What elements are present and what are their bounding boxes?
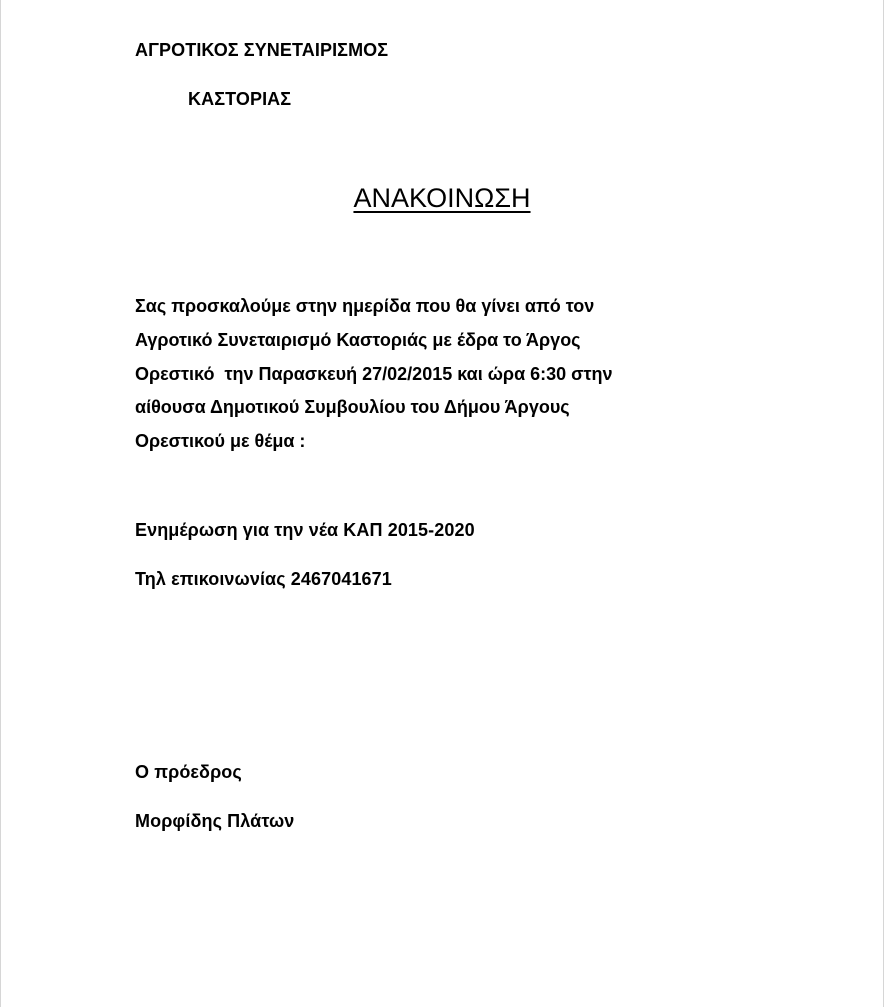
paragraph-line: Σας προσκαλούμε στην ημερίδα που θα γίνει από τον xyxy=(135,296,595,316)
paragraph-line: Ορεστικού με θέμα : xyxy=(135,431,306,452)
organization-location: ΚΑΣΤΟΡΙΑΣ xyxy=(188,89,292,109)
paragraph-line: Αγροτικό Συνεταιρισμό Καστοριάς με έδρα το Άργος xyxy=(135,329,581,350)
invitation-paragraph xyxy=(135,290,735,459)
paragraph-line: Ορεστικό την Παρασκευή 27/02/2015 και ώρα 6:30 στην xyxy=(135,363,613,384)
organization-name: ΑΓΡΟΤΙΚΟΣ ΣΥΝΕΤΑΙΡΙΣΜΟΣ xyxy=(135,40,389,60)
announcement-title: ΑΝΑΚΟΙΝΩΣΗ xyxy=(353,183,531,213)
meeting-topic: Ενημέρωση για την νέα ΚΑΠ 2015-2020 xyxy=(135,520,475,540)
contact-phone: Τηλ επικοινωνίας 2467041671 xyxy=(135,569,392,589)
signatory-role: Ο πρόεδρος xyxy=(135,762,242,782)
paragraph-line: αίθουσα Δημοτικού Συμβουλίου του Δήμου Άργους xyxy=(135,397,570,418)
signatory-name: Μορφίδης Πλάτων xyxy=(135,811,295,831)
